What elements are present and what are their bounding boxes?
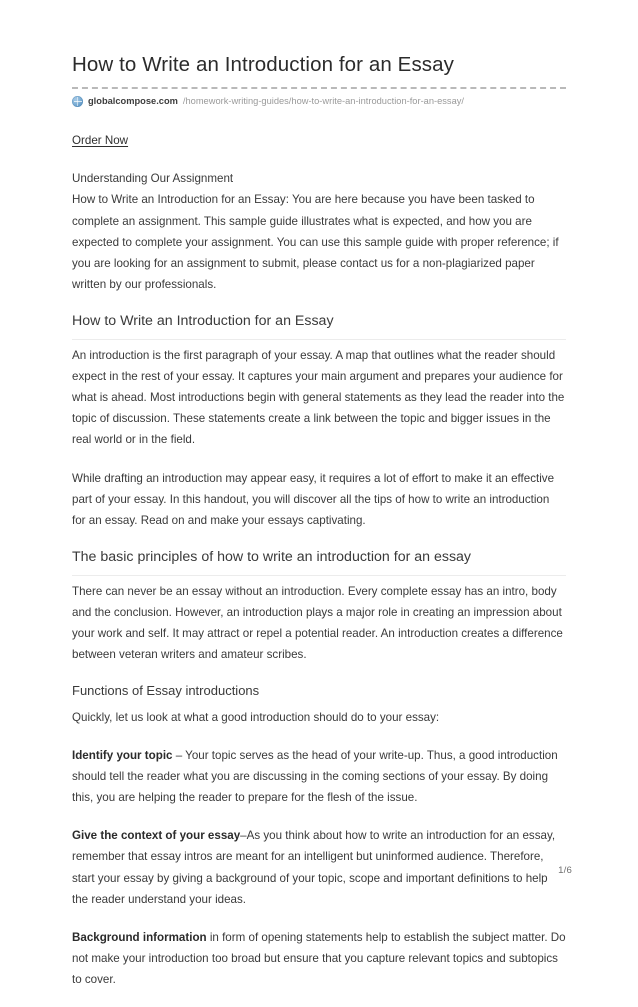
order-now-link[interactable]: Order Now bbox=[72, 134, 129, 148]
section-heading-basic-principles: The basic principles of how to write an introduction for an essay bbox=[72, 548, 566, 576]
paragraph-give-context bbox=[72, 825, 566, 909]
intro-paragraph: How to Write an Introduction for an Essay: You are here because you have been tasked to complete an assignment. This sample guide illustrates what is expected, and how you are expected to complete your assignment. You can use this sample guide with proper reference; if you are looking for an assignment to submit, please contact us for a non-plagiarized paper written by our professionals. bbox=[72, 193, 559, 291]
text-identify-your-topic: – Your topic serves as the head of your write-up. Thus, a good introduction should tell the reader what you are discussing in the coming sections of your essay. By doing this, you are helping the reader to prepare for the flesh of the issue. bbox=[72, 749, 558, 805]
header-divider bbox=[72, 87, 566, 89]
text-background-information: in form of opening statements help to establish the subject matter. Do not make your introduction too broad but ensure that you capture relevant topics and subtopics to cover. bbox=[72, 930, 566, 986]
globe-icon bbox=[72, 96, 83, 107]
text-give-context: –As you think about how to write an introduction for an essay, remember that essay intros are meant for an intelligent but uninformed audience. Therefore, start your essay by giving a background of your topic, scope and important definitions to help the reader understand your ideas. bbox=[72, 829, 556, 906]
paragraph-drafting-effort: While drafting an introduction may appear easy, it requires a lot of effort to make it an effective part of your essay. In this handout, you will discover all the tips of how to write an introduction for an essay. Read on and make your essays captivating. bbox=[72, 471, 555, 527]
lead-background-information: Background information bbox=[72, 930, 207, 944]
section-heading-functions: Functions of Essay introductions bbox=[72, 683, 260, 699]
paragraph-essay-structure: There can never be an essay without an introduction. Every complete essay has an intro, body and the conclusion. However, an introduction plays a major role in creating an impression about your work and self. It may attract or repel a potential reader. An introduction creates a difference between veteran writers and amateur scribes. bbox=[72, 585, 563, 662]
paragraph-identify-your-topic bbox=[72, 745, 566, 808]
page-number: 1/6 bbox=[558, 865, 572, 876]
url-domain: globalcompose.com bbox=[88, 96, 178, 107]
intro-label: Understanding Our Assignment bbox=[72, 172, 234, 186]
paragraph-functions-intro: Quickly, let us look at what a good introduction should do to your essay: bbox=[72, 710, 440, 724]
lead-give-context: Give the context of your essay bbox=[72, 829, 241, 843]
paragraph-background-information bbox=[72, 927, 566, 990]
paragraph-introduction-definition: An introduction is the first paragraph of your essay. A map that outlines what the reader should expect in the rest of your essay. It captures your main argument and prepares your audience for what is ahead. Most introductions begin with general statements as they lead the reader into the topic of discussion. These statements create a link between the topic and bigger issues in the real world or in the field. bbox=[72, 349, 565, 447]
page-title: How to Write an Introduction for an Essay bbox=[72, 53, 455, 76]
lead-identify-your-topic: Identify your topic bbox=[72, 749, 173, 763]
document-content bbox=[72, 52, 566, 1007]
source-url[interactable] bbox=[72, 96, 566, 107]
url-path: /homework-writing-guides/how-to-write-an-introduction-for-an-essay/ bbox=[182, 96, 464, 107]
section-heading-how-to-write: How to Write an Introduction for an Essay bbox=[72, 312, 566, 340]
